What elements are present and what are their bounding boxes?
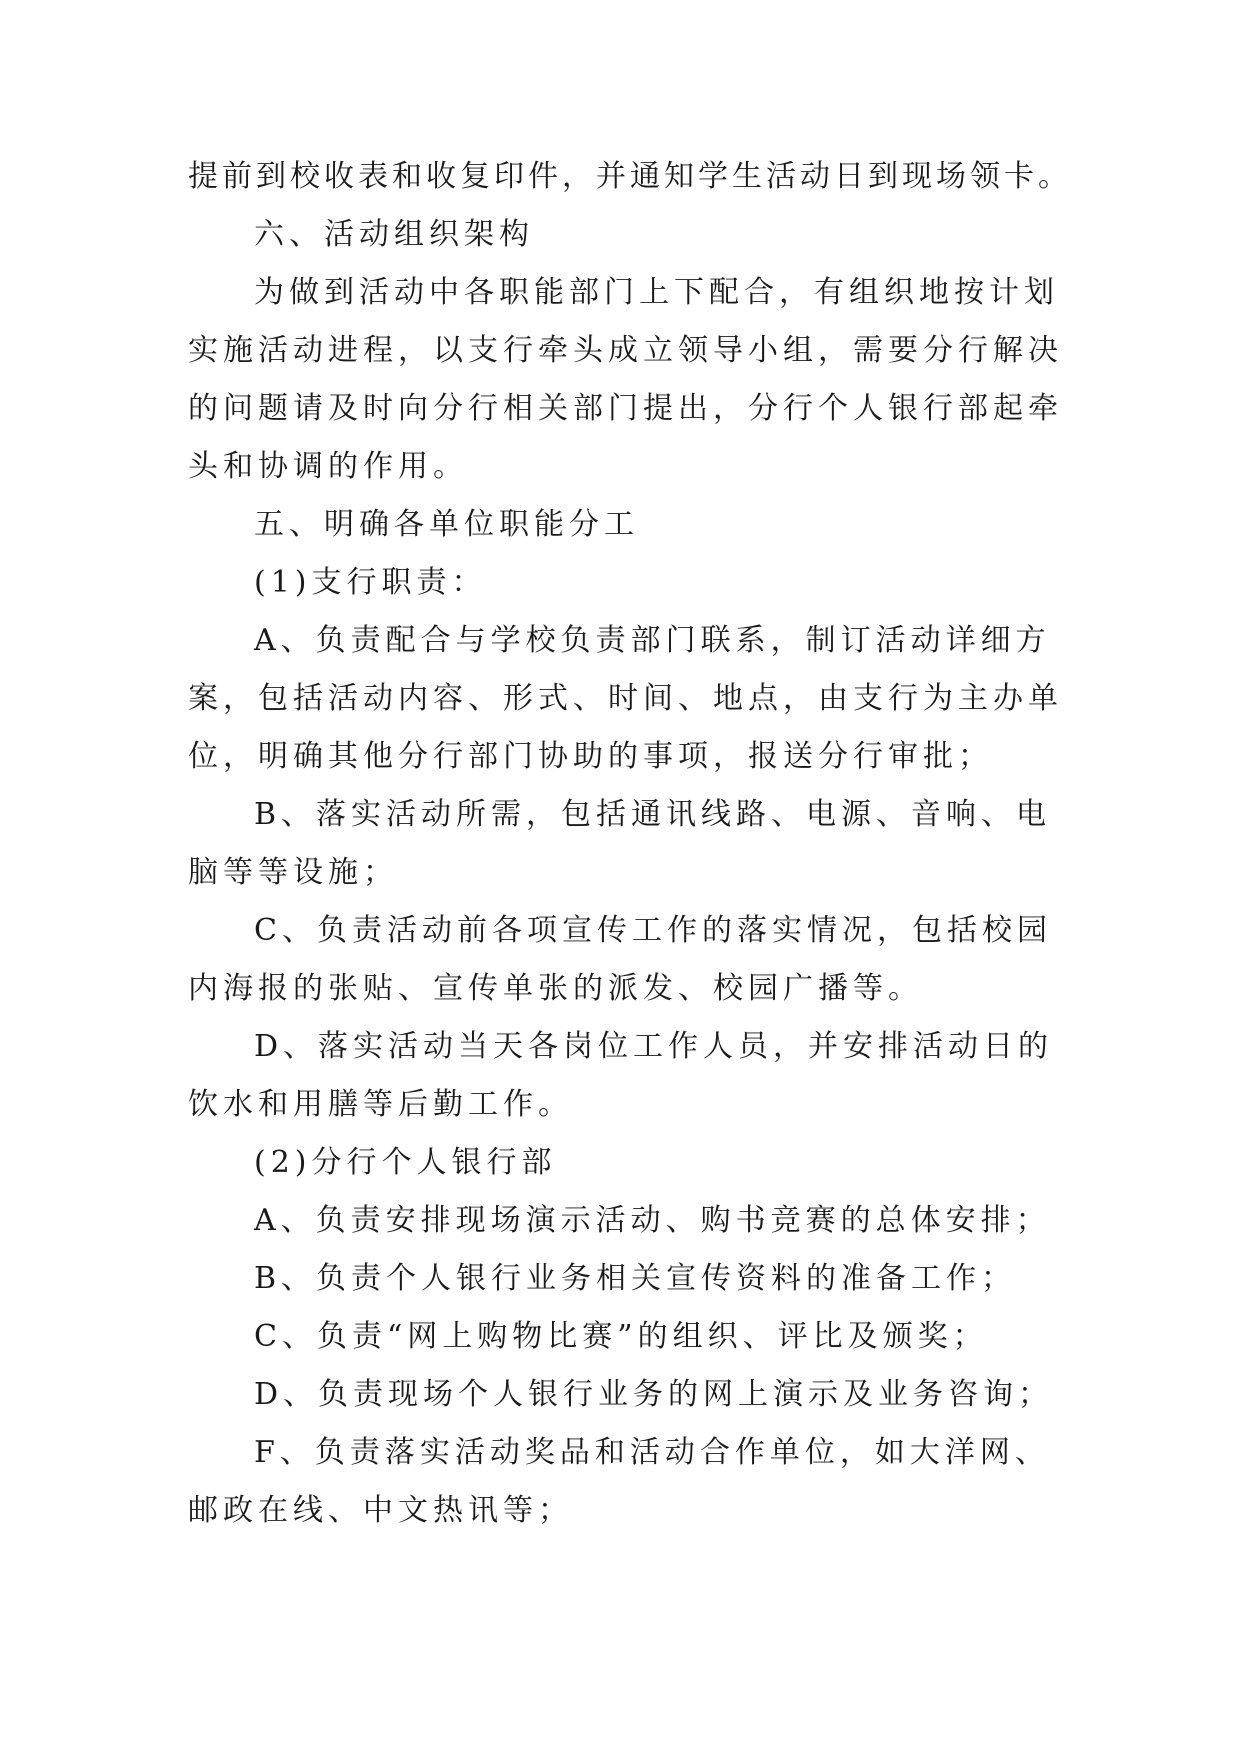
list-item-branch-a: A、负责配合与学校负责部门联系，制订活动详细方案，包括活动内容、形式、时间、地点，由支行为主办单位，明确其他分行部门协助的事项，报送分行审批； [188,623,1063,774]
list-item-personal-d: D、负责现场个人银行业务的网上演示及业务咨询； [254,1377,1054,1412]
paragraph-continuation: 提前到校收表和收复印件，并通知学生活动日到现场领卡。 [188,159,1072,194]
section-heading-organization: 六、活动组织架构 [254,217,534,252]
list-item-personal-b: B、负责个人银行业务相关宣传资料的准备工作； [254,1261,1017,1296]
document-body [188,148,1072,1540]
list-item-branch-d: D、落实活动当天各岗位工作人员，并安排活动日的饮水和用膳等后勤工作。 [188,1029,1054,1122]
list-item-branch-b: B、落实活动所需，包括通讯线路、电源、音响、电脑等等设施； [188,797,1052,890]
list-item-personal-a: A、负责安排现场演示活动、购书竞赛的总体安排； [254,1203,1051,1238]
list-item-personal-f: F、负责落实活动奖品和活动合作单位，如大洋网、邮政在线、中文热讯等； [188,1435,1050,1528]
paragraph-organization: 为做到活动中各职能部门上下配合，有组织地按计划实施活动进程，以支行牵头成立领导小组，需要分行解决的问题请及时向分行相关部门提出，分行个人银行部起牵头和协调的作用。 [188,275,1063,484]
subheading-personal-banking: (2)分行个人银行部 [254,1145,557,1180]
section-heading-responsibilities: 五、明确各单位职能分工 [254,507,639,542]
subheading-branch-duties: (1)支行职责： [254,565,487,600]
list-item-personal-c: C、负责“网上购物比赛”的组织、评比及颁奖； [254,1319,988,1354]
list-item-branch-c: C、负责活动前各项宣传工作的落实情况，包括校园内海报的张贴、宣传单张的派发、校园广播等。 [188,913,1052,1006]
